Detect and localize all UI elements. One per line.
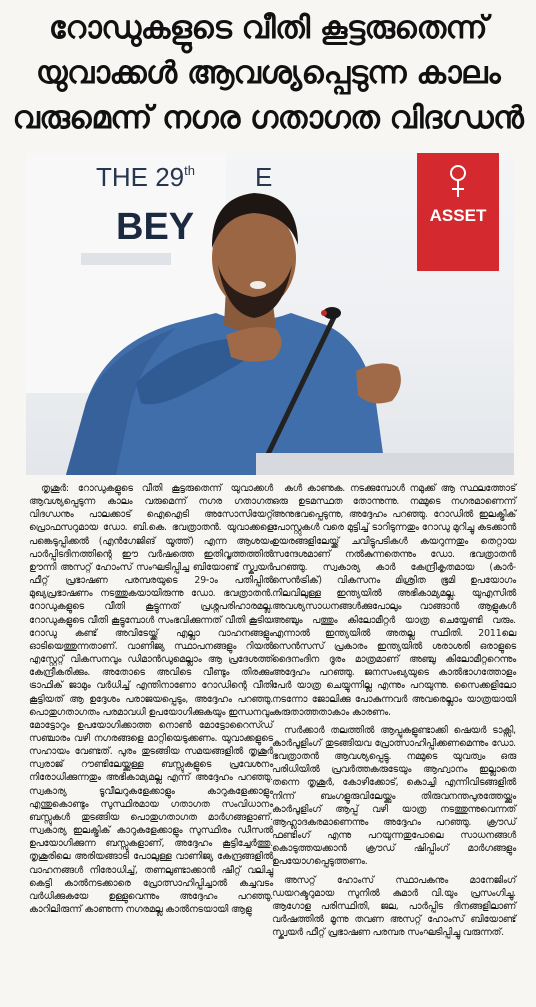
headline-line-2: യുവാക്കൾ ആവശ്യപ്പെടുന്ന കാലം — [35, 55, 501, 91]
headline — [6, 6, 530, 141]
headline-line-3: വരുമെന്ന് നഗര ഗതാഗത വിദഗ്ധൻ — [12, 100, 524, 136]
speaker-illustration — [26, 153, 514, 475]
speaker-photo — [26, 153, 514, 475]
banner-text: THE 29th E — [96, 162, 273, 192]
article-column-right — [272, 482, 516, 939]
article-paragraph: അസറ്റ് ഹോംസ് സ്ഥാപകനും മാനേജിംഗ് ഡയറക്ടറുമായ സുനിൽ കുമാർ വി.യും പ്രസംഗിച്ചു. ആഗോള പരിസ്ഥിതി, ജല, പാർപ്പിട ദിനങ്ങളിലാണ് വർഷത്തിൽ മൂന്നു തവണ അസറ്റ് ഹോംസ് ബിയോണ്ട് സ്ക്വയർ ഫീറ്റ് പ്രഭാഷണ പരമ്പര സംഘടിപ്പിച്ചു വരുന്നത്. — [272, 874, 516, 939]
svg-text:ASSET: ASSET — [429, 206, 487, 225]
article-paragraph: സർക്കാർ തലത്തിൽ ആപ്പുകളുണ്ടാക്കി ഷെയർ ടാക്സി, കാർപൂളിംഗ് തുടങ്ങിയവ പ്രോത്സാഹിപ്പിക്കണമെന്നും ഡോ. ഭവത്രാതൻ ആവശ്യപ്പെട്ടു. നമ്മുടെ യുവത്വം ഒരു പരിധിയിൽ പ്രവർത്തകരുടേയും ആഹ്വാനം ഇല്ലാതെ തന്നെ തൃശൂർ, കോഴിക്കോട്, കൊച്ചി എന്നിവിടങ്ങളിൽ നിന്ന് ബംഗളൂരുവിലേയ്ക്കും തിരുവനന്തപുരത്തേയ്ക്കും കാർപൂളിംഗ് ആപ്പ് വഴി യാത്ര നടത്തുന്നുവെന്നത് ആഹ്ലാദകരമാണെന്നും അദ്ദേഹം പറഞ്ഞു. ക്രൗഡ് ഫണ്ടിംഗ് എന്നു പറയുന്നതുപോലെ സാധനങ്ങൾ കൊടുത്തയക്കാൻ ക്രൗഡ് ഷിപ്പിംഗ് മാർഗങ്ങളും ഉപയോഗപ്പെടുത്തണം. — [272, 724, 516, 868]
banner-beyond-text: BEY — [116, 206, 195, 248]
headline-line-1: റോഡുകളുടെ വീതി കൂട്ടരുതെന്ന് — [48, 10, 488, 46]
article-paragraph: തൃശൂർ: റോഡുകളുടെ വീതി കൂട്ടരുതെന്ന് യുവാക്കൾ ആവശ്യപ്പെടുന്ന കാലം വരുമെന്ന് നഗര ഗതാഗത വിദഗ്ധനും പാലക്കാട് ഐഐടി അസോസിയേറ്റ് പ്രൊഫസറുമായ ഡോ. ബി.കെ. ഭവത്രാതൻ. യുവാക്കളെ പങ്കെടുപ്പിക്കൽ (എൻഗേജിങ് യൂത്ത്) എന്ന ആശയം പാർപ്പിടദിനത്തിന്റെ ഈ വർഷത്തെ ഇതിവൃത്തത്തിൽ ഊന്നി അസറ്റ് ഹോംസ് സംഘടിപ്പിച്ച ബിയോണ്ട് സ്ക്വയർ ഫീറ്റ് പ്രഭാഷണ പരമ്പരയുടെ 29-ാം പതിപ്പിൽ മുഖ്യപ്രഭാഷണം നടത്തുകയായിരുന്നു ഡോ. ഭവത്രാതൻ. റോഡുകളുടെ വീതി കൂട്ടുന്നത് പ്രശ്നപരിഹാരമല്ല. റോഡുകളുടെ വീതി കൂട്ടുമ്പോൾ സംഭവിക്കുന്നത് വീതി കൂടിയ റോഡു കണ്ട് അവിടേയ്ക്ക് എല്ലാ വാഹനങ്ങളും ഓടിയെത്തുന്നതാണ്. വാണിജ്യ സ്ഥാപനങ്ങളും റിയൽ എസ്റ്റേറ്റ് വികസനവും ഡിമാൻഡുമെല്ലാം ആ പ്രദേശത്ത് കേന്ദ്രീകരിക്കും. അതോടെ അവിടെ വീണ്ടും തിരക്കും ട്രാഫിക് ജാമും വർധിച്ച് എന്തിനാണോ റോഡിന്റെ വീതി കൂട്ടിയത് ആ ഉദ്ദേശം പരാജയപ്പെടും, അദ്ദേഹം പറഞ്ഞു. പൊതുഗതാഗതം പരമാവധി ഉപയോഗിക്കുകയും ഇന്ധനവും മോട്ടോറും ഉപയോഗിക്കാത്ത നൊൺ മോട്ടോറൈസ്ഡ് സഞ്ചാരം വഴി നഗരങ്ങളെ മാറ്റിയെടുക്കണം. യുവാക്കളുടെ സഹായം വേണ്ടത്. പുരം തുടങ്ങിയ സമയങ്ങളിൽ തൃശൂർ സ്വരാജ് റൗണ്ടിലേയ്ക്കുള്ള ബസ്സുകളുടെ പ്രവേശനം നിരോധിക്കുന്നതും അഭികാമ്യമല്ല എന്ന് അദ്ദേഹം പറഞ്ഞു. സ്വകാര്യ ടൂവീലറുകളേക്കാളും കാറുകളേക്കാളും എന്തുകൊണ്ടും സുസ്ഥിരമായ ഗതാഗത സംവിധാനം ബസ്സുകൾ തുടങ്ങിയ പൊതുഗതാഗത മാർഗങ്ങളാണ്. സ്വകാര്യ ഇലക്ട്രിക് കാറുകളേക്കാളും സുസ്ഥിരം ഡീസൽ ഉപയോഗിക്കുന്ന ബസ്സുകളാണ്, അദ്ദേഹം കൂട്ടിച്ചേർത്തു. തൃശൂരിലെ അരിയങ്ങാടി പോലുള്ള വാണിജ്യ കേന്ദ്രങ്ങളിൽ വാഹനങ്ങൾ നിരോധിച്ച്, തണലുണ്ടാക്കാൻ ഷീറ്റ് വലിച്ചു കെട്ടി കാൽനടക്കാരെ പ്രോത്സാഹിപ്പിച്ചാൽ കച്ചവടം വർധിക്കുകയേ ഉള്ളുവെന്നും അദ്ദേഹം പറഞ്ഞു. കാറിലിരുന്ന് കാണുന്ന നഗരമല്ല കാൽനടയായി ആളു — [29, 483, 273, 915]
article-column-left — [29, 482, 273, 916]
article-paragraph: കൾ കാണുക. നടക്കുമ്പോൾ നമുക്ക് ആ സ്ഥലത്തോട് ഒരു ഉടമസ്ഥത തോന്നുന്നു. നമ്മുടെ നഗരമാണെന്ന് അനുഭവപ്പെടുന്നു, അദ്ദേഹം പറഞ്ഞു. റോഡിൽ ഇലക്ട്രിക് പോസ്റ്റുകൾ വരെ മുട്ടിച്ച് ടാറിടുന്നതും റോഡു മുറിച്ചു കടക്കാൻ ഉയരങ്ങളിലേയ്ക്ക് ചവിട്ടുപടികൾ കയറുന്നതും തെറ്റായ സന്ദേശമാണ് നൽകുന്നതെന്നും ഡോ. ഭവത്രാതൻ പറഞ്ഞു. സ്വകാര്യ കാർ കേന്ദ്രീകൃതമായ (കാർ-സെൻട്രിക്) വികസനം മിശ്രിത ഭൂമി ഉപയോഗം നിലവിലുള്ള ഇന്ത്യയിൽ അഭികാമ്യമല്ല. യുഎസിൽ അവശ്യസാധനങ്ങൾക്കുപോലും വാങ്ങാൻ ആളുകൾ അഞ്ചും പത്തും കിലോമീറ്റർ യാത്ര ചെയ്യേണ്ടി വരും. എന്നാൽ ഇന്ത്യയിൽ അതല്ല സ്ഥിതി. 2011ലെ സെൻസസ് പ്രകാരം ഇന്ത്യയിൽ ശരാശരി ഒരാളുടെ ദൈനംദിന ദൂരം മാത്രമാണ് അഞ്ചു കിലോമീറ്ററെന്നും അദ്ദേഹം പറഞ്ഞു. ജനസംഖ്യയുടെ കാൽഭാഗത്തോളം പേർ യാത്ര ചെയ്യുന്നില്ല എന്നും പറയുന്നു. സൈക്കളിലോ നടന്നോ ജോലിക്കു പോകുന്നവർ അവരെല്ലാം യാത്രയായി കരുതാത്തതാകാം കാരണം. — [272, 483, 516, 718]
asset-logo — [417, 153, 499, 271]
